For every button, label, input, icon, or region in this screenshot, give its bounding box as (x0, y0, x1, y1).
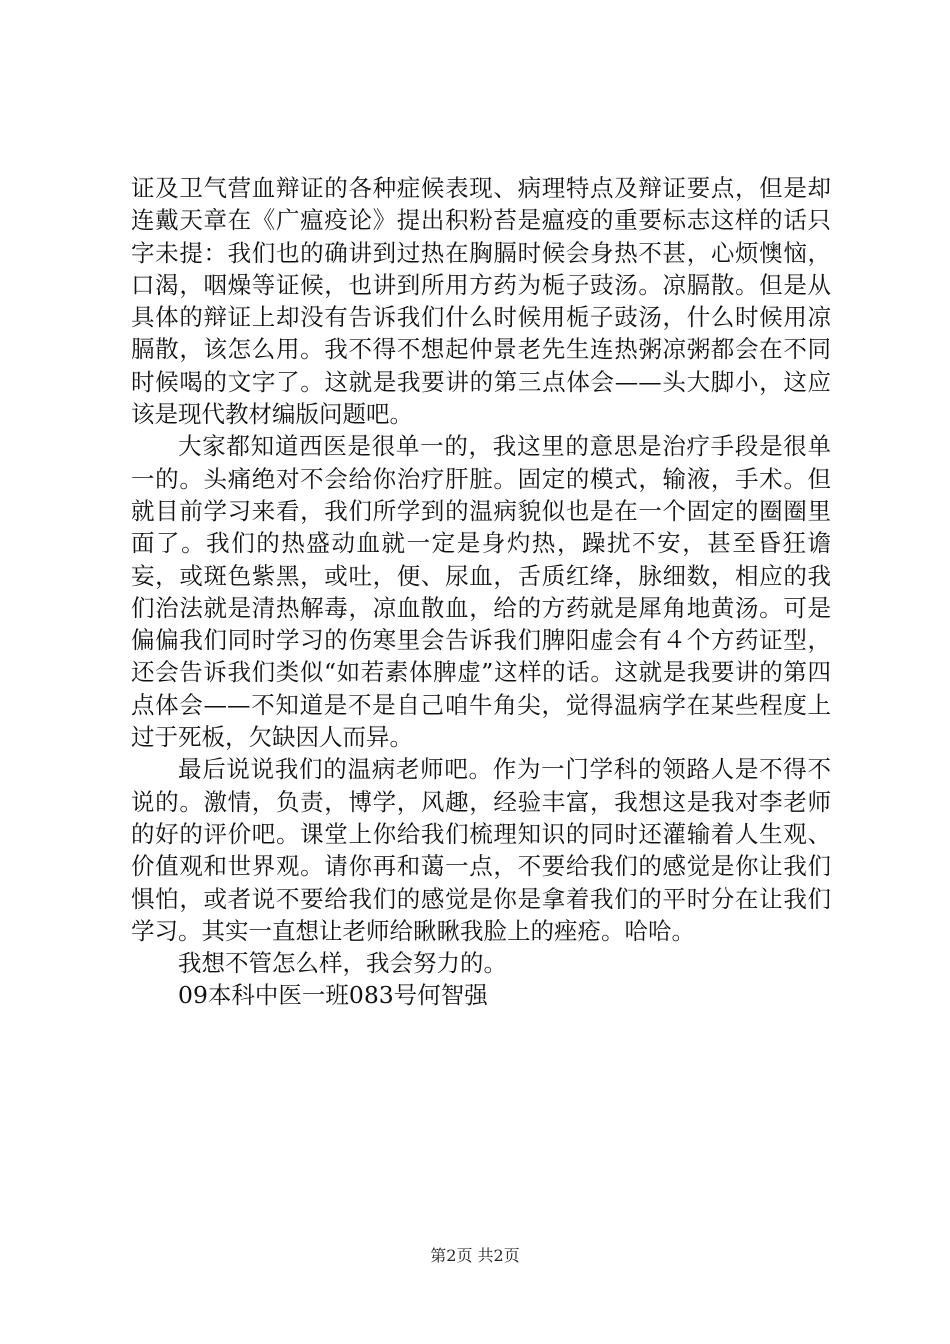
paragraph-fourth-point: 大家都知道西医是很单一的，我这里的意思是治疗手段是很单一的。头痛绝对不会给你治疗肝脏。固定的模式，输液，手术。但就目前学习来看，我们所学到的温病貌似也是在一个固定的圈圈里面了。我们的热盛动血就一定是身灼热，躁扰不安，甚至昏狂谵妄，或斑色紫黑，或吐，便、尿血，舌质红绛，脉细数，相应的我们治法就是清热解毒，凉血散血，给的方药就是犀角地黄汤。可是偏偏我们同时学习的伤寒里会告诉我们脾阳虚会有４个方药证型，还会告诉我们类似“如若素体脾虚”这样的话。这就是我要讲的第四点体会——不知道是不是自己咱牛角尖，觉得温病学在某些程度上过于死板，欠缺因人而异。 (131, 432, 831, 752)
paragraph-teacher: 最后说说我们的温病老师吧。作为一门学科的领路人是不得不说的。激情，负责，博学，风趣，经验丰富，我想这是我对李老师的好的评价吧。课堂上你给我们梳理知识的同时还灌输着人生观、价值观和世界观。请你再和蔼一点，不要给我们的感觉是你让我们惧怕，或者说不要给我们的感觉是你是拿着我们的平时分在让我们学习。其实一直想让老师给瞅瞅我脸上的痤疮。哈哈。 (131, 755, 831, 945)
paragraph-continuation: 证及卫气营血辩证的各种症候表现、病理特点及辩证要点，但是却连戴天章在《广瘟疫论》提出积粉苔是瘟疫的重要标志这样的话只字未提：我们也的确讲到过热在胸膈时候会身热不甚，心烦懊恼，口渴，咽燥等证候，也讲到所用方药为栀子豉汤。凉膈散。但是从具体的辩证上却没有告诉我们什么时候用栀子豉汤，什么时候用凉膈散，该怎么用。我不得不想起仲景老先生连热粥凉粥都会在不同时候喝的文字了。这就是我要讲的第三点体会——头大脚小，这应该是现代教材编版问题吧。 (131, 174, 831, 429)
page-number-footer: 第2页 共2页 (430, 1246, 520, 1265)
document-body (131, 172, 831, 1012)
paragraph-closing: 我想不管怎么样，我会努力的。 (178, 949, 507, 978)
author-signature: 09本科中医一班083号何智强 (178, 981, 488, 1010)
